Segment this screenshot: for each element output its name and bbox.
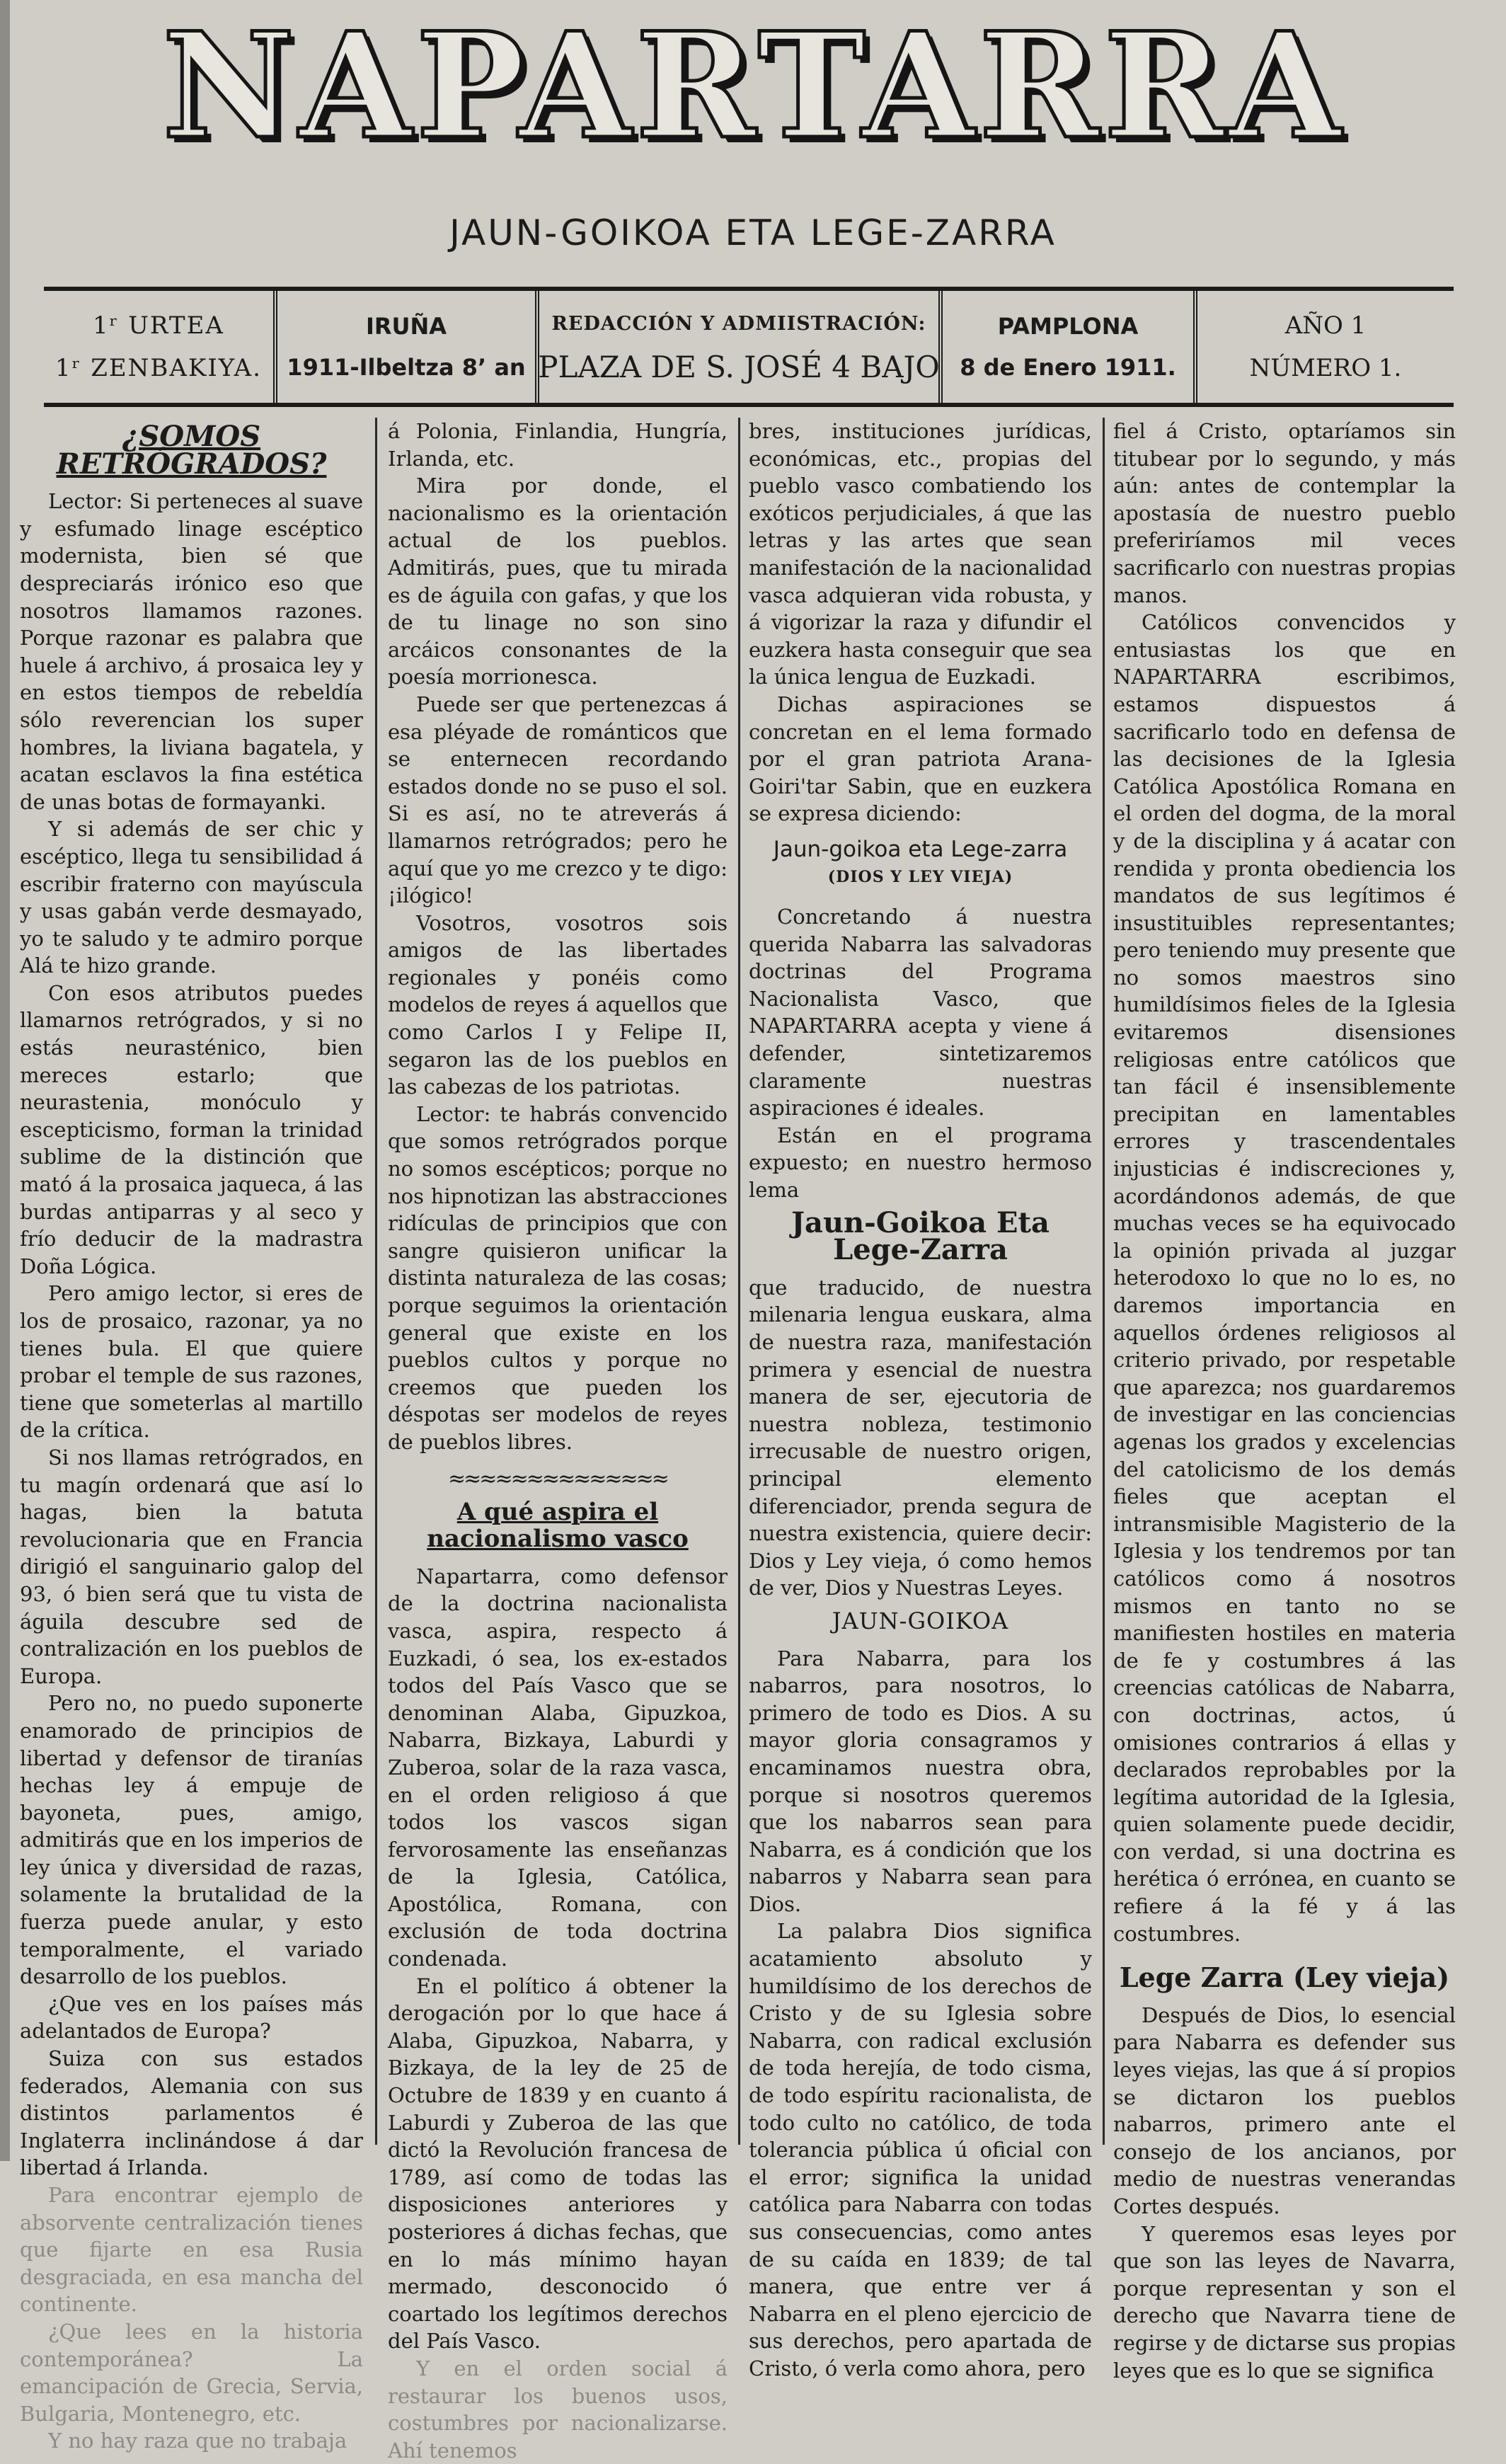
info-pamplona: PAMPLONA [997, 313, 1139, 340]
masthead [42, 1, 1465, 191]
paragraph: Lector: te habrás convencido que somos retrógrados porque no somos escépticos; porque no nos hipnotizan las abstracciones ridículas de principios que con sangre quisieron unificar la distinta naturaleza de las cosas; porque seguimos la orientación general que existe en los pueblos cultos y porque no creemos que pueden los déspotas ser modelos de reyes de pueblos libres. [388, 1101, 728, 1454]
lema-motto-translation: (DIOS Y LEY VIEJA) [827, 867, 1013, 886]
column-4 [1113, 418, 1456, 2383]
paragraph: Vosotros, vosotros sois amigos de las libertades regionales y ponéis como modelos de reyes á aquellos que como Carlos I y Felipe II, segaron las de los pueblos en las cabezas de los patriotas. [388, 910, 728, 1099]
lema-motto: Jaun-goikoa eta Lege-zarra [773, 836, 1068, 862]
paragraph: Mira por donde, el nacionalismo es la orientación actual de los pueblos. Admitirás, pues, que tu mirada es de águila con gafas, y que los de tu linage no son sino arcáicos consonantes de la poesía morrionesca. [388, 474, 728, 689]
paragraph: bres, instituciones jurídicas, económicas, etc., propias del pueblo vasco combatiendo los exóticos perjudiciales, á que las letras y las artes que sean manifestación de la nacionalidad vasca adquieran vida robusta, y á vigorizar la raza y difundir el euzkera hasta conseguir que sea la única lengua de Euzkadi. [749, 419, 1092, 689]
paragraph: Si nos llamas retrógrados, en tu magín ordenará que así lo hagas, bien la batuta revolucionaria que en Francia dirigió el sanguinario galop del 93, ó bien será que tu vista de águila descubre sed de contralización en los pueblos de Europa. [20, 1445, 363, 1688]
newspaper-title: NAPARTARRA [162, 1, 1345, 171]
column-3 [749, 418, 1092, 2380]
info-numero: NÚMERO 1. [1249, 354, 1402, 382]
paragraph: Pero no, no puedo suponerte enamorado de principios de libertad y defensor de tiranías hechas ley á empuje de bayoneta, pues, amigo, admitirás que en los imperios de ley única y diversidad de razas, solamente la brutalidad de la fuerza puede anular, y esto temporalmente, el variado desarrollo de los pueblos. [20, 1691, 363, 1989]
column-1 [20, 418, 363, 2453]
info-redaction-label: REDACCIÓN Y ADMIISTRACIÓN: [551, 313, 926, 335]
paragraph: Para encontrar ejemplo de absorvente centralización tienes que fijarte en esa Rusia desgraciada, en esa mancha del continente. [20, 2183, 363, 2317]
paragraph: Pero amigo lector, si eres de los de prosaico, razonar, ya no tienes bula. El que quiere probar el temple de sus razones, tiene que someterlas al martillo de la crítica. [20, 1281, 363, 1443]
column-2 [388, 418, 728, 2463]
paragraph: Para Nabarra, para los nabarros, para nosotros, lo primero de todo es Dios. A su mayor gloria consagramos y encaminamos nuestra obra, porque si nosotros queremos que los nabarros sean para Nabarra, es á condición que los nabarros y Nabarra sean para Dios. [749, 1646, 1092, 1916]
column-rule [738, 418, 740, 2145]
info-basque-date: 1911-Ilbeltza 8ʼ an [287, 354, 526, 381]
paragraph: Y si además de ser chic y escéptico, llega tu sensibilidad á escribir fraterno con mayúscula y usas gabán verde desmayado, yo te saludo y te admiro porque Alá te hizo grande. [20, 817, 363, 978]
ornamental-divider: ≈≈≈≈≈≈≈≈≈≈≈≈≈≈ [448, 1466, 667, 1491]
info-year-number-es [1197, 291, 1454, 403]
paragraph: Dichas aspiraciones se concretan en el lema formado por el gran patriota Arana-Goiri'tar Sabin, que en euzkera se expresa diciendo: [749, 692, 1092, 826]
paragraph: Y queremos esas leyes por que son las leyes de Navarra, porque representan y son el derecho que Navarra tiene de regirse y de dictarse sus propias leyes que es lo que se significa [1113, 2221, 1456, 2383]
paragraph: Y no hay raza que no trabaja [48, 2429, 347, 2453]
info-address [539, 291, 943, 403]
paragraph: Lector: Si perteneces al suave y esfumado linage escéptico modernista, bien sé que despreciarás irónico eso que nosotros llamamos razones. Porque razonar es palabra que huele á archivo, á prosaica ley y en estos tiempos de rebeldía sólo reverencian los super hombres, la liviana bagatela, y acatan esclavos la fina estética de unas botas de formayanki. [20, 489, 363, 814]
info-year-number [44, 291, 277, 403]
paragraph: Con esos atributos puedes llamarnos retrógrados, y si no estás neurasténico, bien mereces estarlo; que neurastenia, monóculo y escepticismo, forman la trinidad sublime de la distinción que mató á la prosaica jaqueca, á las burdas antiparras y al seco y frío deducir de la madrastra Doña Lógica. [20, 980, 363, 1278]
masthead-motto: JAUN-GOIKOA ETA LEGE-ZARRA [449, 212, 1057, 253]
info-ano: AÑO 1 [1284, 311, 1367, 340]
info-year: 1ʳ URTEA [93, 311, 224, 340]
paragraph: La palabra Dios significa acatamiento absoluto y humildísimo de los derechos de Cristo y de su Iglesia sobre Nabarra, con radical exclusión de toda herejía, de todo cisma, de todo espíritu racionalista, de todo culto no católico, de toda tolerancia pública ú oficial con el error; significa la unidad católica para Nabarra con todas sus consecuencias, como antes de su caída en 1839; de tal manera, que entre ver á Nabarra en el pleno ejercicio de sus derechos, pero apartada de Cristo, ó verla como ahora, pero [749, 1919, 1092, 2380]
paragraph: Concretando á nuestra querida Nabarra las salvadoras doctrinas del Programa Nacionalista Vasco, que NAPARTARRA acepta y viene á defender, sintetizaremos claramente nuestras aspiraciones é ideales. [749, 905, 1092, 1121]
lema-heading: Jaun-Goikoa Eta Lege-Zarra [791, 1205, 1050, 1267]
info-bar [44, 287, 1454, 407]
paragraph: fiel á Cristo, optaríamos sin titubear por lo segundo, y más aún: antes de contemplar la apostasía de nuestro pueblo preferiríamos mil veces sacrificarlo con nuestras propias manos. [1113, 419, 1456, 607]
article-heading-retrogrados: ¿SOMOS RETRÓGRADOS? [56, 420, 327, 481]
paragraph: á Polonia, Finlandia, Hungría, Irlanda, etc. [388, 419, 728, 471]
paragraph: ¿Que lees en la historia contemporánea? La emancipación de Grecia, Servia, Bulgaria, Montenegro, etc. [20, 2319, 363, 2426]
paragraph: Están en el programa expuesto; en nuestro hermoso lema [749, 1123, 1092, 1203]
section-heading-jaun-goikoa: JAUN-GOIKOA [832, 1607, 1009, 1634]
paragraph: Después de Dios, lo esencial para Nabarra es defender sus leyes viejas, las que á sí propios se dictaron los pueblos nabarros, primero ante el consejo de los ancianos, por medio de nuestras venerandas Cortes después. [1113, 2002, 1456, 2218]
paragraph: Católicos convencidos y entusiastas los que en NAPARTARRA escribimos, estamos dispuestos á sacrificarlo todo en defensa de las decisiones de la Iglesia Católica Apostólica Romana en el orden del dogma, de la moral y de la disciplina y á acatar con rendida y pronta obediencia los mandatos de sus legítimos é insustituibles representantes; pero teniendo muy presente que no somos maestros sino humildísimos fieles de la Iglesia evitaremos disensiones religiosas entre católicos que tan fácil é insensiblemente precipitan en lamentables errores y trascendentales injusticias é indiscreciones y, acordándonos además, de que muchas veces se ha equivocado la opinión privada al juzgar heterodoxo lo que no lo es, no daremos importancia en aquellos órdenes religiosos al criterio privado, por respetable que aparezca; nos guardaremos de investigar en las conciencias agenas los grados y excelencias del catolicismo de los demás fieles que aceptan el intransmisible Magisterio de la Iglesia y los tendremos por tan católicos como á nosotros mismos en tanto no se manifiesten hostiles en materia de fe y costumbres á las creencias católicas de Nabarra, con doctrinas, actos, ú omisiones contrarios á ellas y declarados reprobables por la legítima autoridad de la Iglesia, quien solamente puede decidir, con verdad, si una doctrina es herética ó errónea, en cuanto se refiere á la fé y á las costumbres. [1113, 610, 1456, 1946]
info-address-text: PLAZA DE S. JOSÉ 4 BAJO [538, 350, 940, 384]
column-rule [375, 418, 377, 2145]
info-iruna: IRUÑA [365, 313, 447, 340]
paragraph: ¿Que ves en los países más adelantados de Europa? [20, 1991, 363, 2044]
paragraph: Y en el orden social á restaurar los buenos usos, costumbres por nacionalizarse. Ahí tenemos [388, 2356, 728, 2463]
paragraph: En el político á obtener la derogación por lo que hace á Alaba, Gipuzkoa, Nabarra, y Bizkaya, de la ley de 25 de Octubre de 1839 y en cuanto á Laburdi y Zuberoa de las que dictó la Revolución francesa de 1789, así como de todas las disposiciones anteriores y posteriores á dichas fechas, que en lo más mínimo hayan mermado, desconocido ó coartado los legítimos derechos del País Vasco. [388, 1973, 728, 2354]
paragraph: Napartarra, como defensor de la doctrina nacionalista vasca, aspira, respecto á Euzkadi, ó sea, los ex-estados todos del País Vasco que se denominan Alaba, Gipuzkoa, Nabarra, Bizkaya, Laburdi y Zuberoa, solar de la raza vasca, en el orden religioso á que todos los vascos sigan fervorosamente las enseñanzas de la Iglesia, Católica, Apostólica, Romana, con exclusión de toda doctrina condenada. [388, 1564, 728, 1971]
info-issue: 1ʳ ZENBAKIYA. [55, 354, 262, 382]
info-pamplona-date [943, 291, 1197, 403]
info-spanish-date: 8 de Enero 1911. [960, 354, 1176, 381]
info-iruna-date [277, 291, 539, 403]
section-heading-lege-zarra: Lege Zarra (Ley vieja) [1119, 1961, 1450, 1994]
paragraph: que traducido, de nuestra milenaria lengua euskara, alma de nuestra raza, manifestación primera y esencial de nuestra manera de ser, ejecutoria de nuestra nobleza, testimonio irrecusable de nuestro origen, principal elemento diferenciador, prenda segura de nuestra existencia, quiere decir: Dios y Ley vieja, ó como hemos de ver, Dios y Nuestras Leyes. [749, 1275, 1092, 1600]
column-rule [1103, 418, 1105, 2145]
article-heading-nacionalismo: A qué aspira el nacionalismo vasco [427, 1497, 689, 1554]
paragraph: Puede ser que pertenezcas á esa pléyade de románticos que se enternecen recordando estados donde no se puso el sol. Si es así, no te atreverás á llamarnos retrógrados; pero he aquí que yo me crezco y te digo: ¡ilógico! [388, 692, 728, 908]
paragraph: Suiza con sus estados federados, Alemania con sus distintos parlamentos é Inglaterra inclinándose á dar libertad á Irlanda. [20, 2046, 363, 2180]
page-edge [0, 0, 10, 2161]
